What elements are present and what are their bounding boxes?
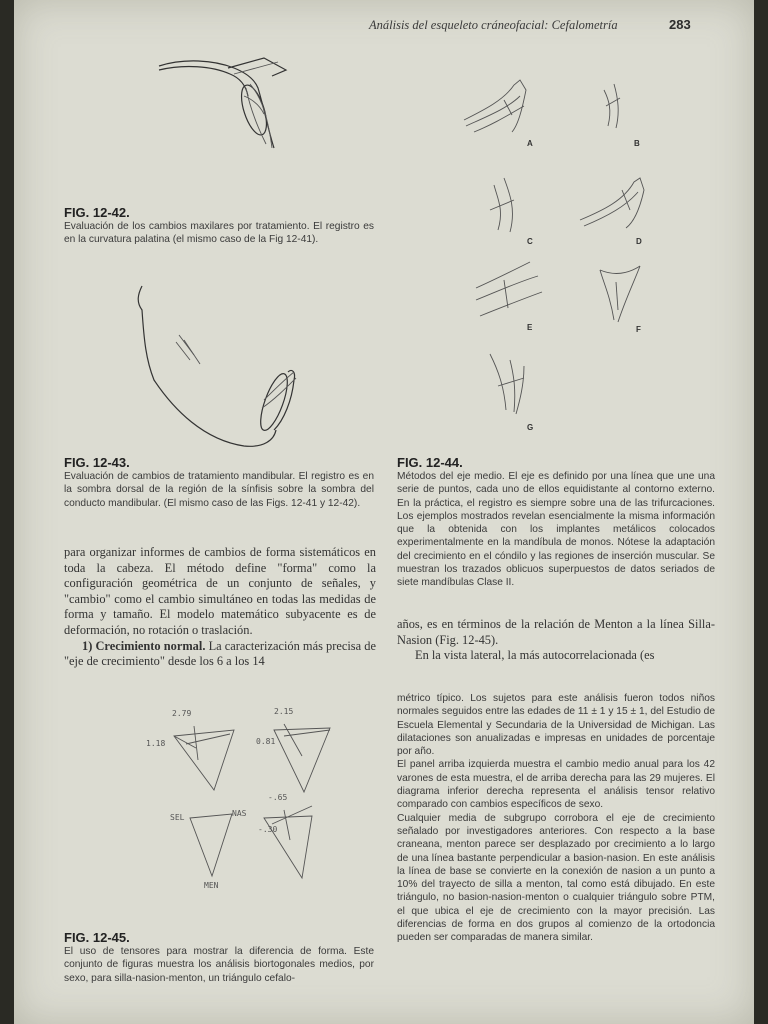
female-minor-value: 0.81 xyxy=(256,737,276,746)
relative-major-value: -.65 xyxy=(268,793,288,802)
section-heading: 1) Crecimiento normal. xyxy=(82,638,206,653)
body-left-paragraph-2-text: La caracterización más precisa de "eje de crecimiento" desde los 6 a los 14 xyxy=(64,638,376,669)
male-minor-value: 1.18 xyxy=(146,739,166,748)
maxilla-drawing xyxy=(154,48,294,158)
fig-12-42-caption: Evaluación de los cambios maxilares por tratamiento. El registro es en la curvatura palatina (el mismo caso de la Fig 12-41). xyxy=(64,221,374,246)
label-c: C xyxy=(527,237,533,246)
mandible-trace-c xyxy=(490,178,514,232)
sella-label: SEL xyxy=(170,813,185,822)
label-e: E xyxy=(527,323,533,332)
page-number: 283 xyxy=(669,17,691,32)
fig-12-43-title: FIG. 12-43. xyxy=(64,455,130,470)
body-text-left xyxy=(64,545,376,670)
fig-12-45-caption-right-p3: Cualquier media de subgrupo corrobora el eje de crecimiento señalado por investigadores anteriores. Con respecto a la base craneana, menton parece ser desplazado por crecimiento a lo largo de una línea bastante perpendicular a basion-nasion. En este análisis la línea de base se convierte en la conexión de nasion a un punto a 10% del trayecto de silla a menton, tal como está dibujado. En este triángulo, no basion-nasion-menton o cualquier triángulo sobre PTM, el que ubica el eje de crecimiento con la mayor precisión. Las diferencias de forma en dos grupos al comienzo de la ortodoncia pueden ser comparadas de manera similar. xyxy=(397,812,715,944)
female-major-value: 2.15 xyxy=(274,707,294,716)
label-f: F xyxy=(636,325,641,334)
fig-12-45-caption-left: El uso de tensores para mostrar la diferencia de forma. Este conjunto de figuras muestra los análisis biortogonales medios, por sexo, para silla-nasion-menton, un triángulo cefalo- xyxy=(64,946,374,984)
fig-12-45-caption-right xyxy=(397,692,715,945)
fig-12-45-title: FIG. 12-45. xyxy=(64,930,130,945)
fig-12-45-caption-right-p1: métrico típico. Los sujetos para este análisis fueron todos niños normales seguidos entre las edades de 11 ± 1 y 15 ± 1, del Estudio de Escuela Elemental y Secundaria de la Universidad de Michigan. Las dilataciones son anualizadas e impresas en unidades de porcentaje por año. xyxy=(397,693,715,758)
menton-label: MEN xyxy=(204,881,219,890)
fig-12-44-title: FIG. 12-44. xyxy=(397,455,463,470)
medial-axis-drawings xyxy=(454,70,654,440)
mandible-trace-f xyxy=(600,266,640,322)
body-text-right xyxy=(397,617,715,664)
label-b: B xyxy=(634,139,640,148)
fig-12-43-caption: Evaluación de cambios de tratamiento mandibular. El registro es en la sombra dorsal de la región de la sínfisis sobre la sombra del conducto mandibular. (El mismo caso de las Figs. 12-41 y 12-42). xyxy=(64,471,374,509)
mandible-trace-g xyxy=(490,354,524,414)
body-left-paragraph-2 xyxy=(64,639,376,670)
fig-12-45-caption-right-p2: El panel arriba izquierda muestra el cambio medio anual para los 42 varones de esta muestra, el de arriba derecha para las 29 mujeres. El diagrama inferior derecha representa el análisis tensor relativo comparado con cambios específicos de sexo. xyxy=(397,759,715,811)
male-major-value: 2.79 xyxy=(172,709,192,718)
mandible-trace-e xyxy=(476,262,542,316)
label-a: A xyxy=(527,139,533,148)
mandible-drawing xyxy=(124,280,314,455)
tensor-triangles-drawing xyxy=(134,700,384,890)
body-right-paragraph-1: años, es en términos de la relación de Menton a la línea Silla-Nasion (Fig. 12-45). xyxy=(397,617,715,647)
mandible-trace-a xyxy=(464,80,526,132)
body-left-paragraph-1: para organizar informes de cambios de forma sistemáticos en toda la cabeza. El método define "forma" como la configuración geométrica de un conjunto de señales, y "cambio" como el cambio simultáneo en todas las medidas de forma y tamaño. El modelo matemático subyacente es de deformación, no rotación o traslación. xyxy=(64,545,376,637)
relative-minor-value: -.30 xyxy=(258,825,278,834)
label-d: D xyxy=(636,237,642,246)
book-page xyxy=(14,0,754,1024)
running-title: Análisis del esqueleto cráneofacial: Cefalometría xyxy=(369,18,618,32)
label-g: G xyxy=(527,423,534,432)
fig-12-44-caption: Métodos del eje medio. El eje es definido por una línea que une una serie de puntos, cada uno de ellos equidistante al contorno externo. En la práctica, el registro es siempre sobre una de las trifurcaciones. Los ejemplos mostrados revelan esencialmente la misma información que la obtenida con los implantes metálicos colocados experimentalmente en la mandíbula de monos. Nótese la adaptación del crecimiento en el cóndilo y las regiones de inserción muscular. Se muestran los trazados oblicuos superpuestos de datos seriados de siete mandíbulas Clase II. xyxy=(397,471,715,589)
fig-12-42-title: FIG. 12-42. xyxy=(64,205,130,220)
mandible-trace-d xyxy=(580,178,644,228)
mandible-trace-b xyxy=(604,84,620,128)
nasion-label: NAS xyxy=(232,809,247,818)
body-right-paragraph-2: En la vista lateral, la más autocorrelacionada (es xyxy=(415,648,655,663)
